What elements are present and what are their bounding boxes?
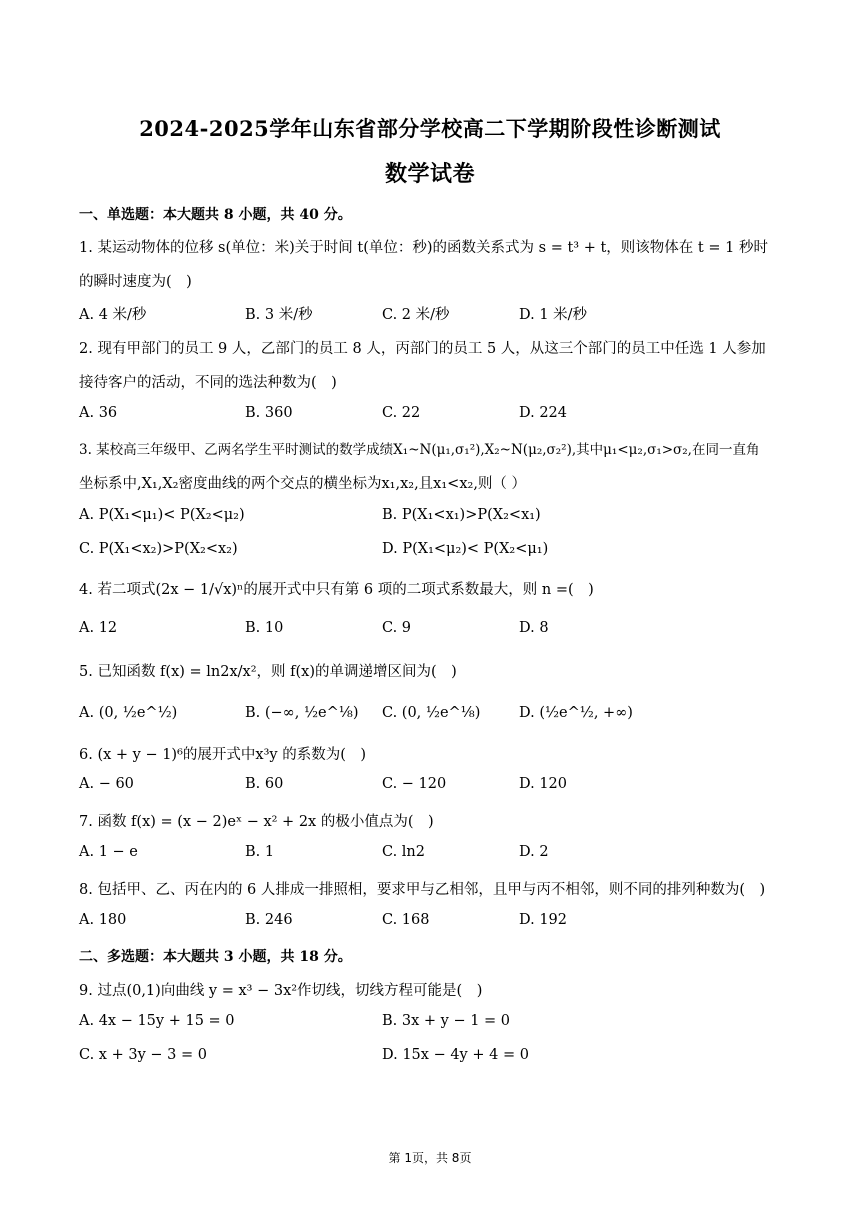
- q9-option-c: C. x + 3y − 3 = 0: [79, 1047, 207, 1063]
- q7-option-b: B. 1: [245, 844, 275, 860]
- q4-option-b: B. 10: [245, 620, 284, 636]
- q2-option-b: B. 360: [245, 405, 293, 421]
- question-3-line-2: 坐标系中,X₁,X₂密度曲线的两个交点的横坐标为x₁,x₂,且x₁<x₂,则（ ）: [79, 476, 527, 492]
- q8-option-b: B. 246: [245, 912, 293, 928]
- question-1-line-2: 的瞬时速度为( ): [79, 274, 192, 290]
- q7-option-d: D. 2: [519, 844, 549, 860]
- exam-subtitle: 数学试卷: [384, 161, 475, 187]
- page-number-footer: 第 1页，共 8页: [388, 1151, 472, 1165]
- exam-title: 2024-2025学年山东省部分学校高二下学期阶段性诊断测试: [139, 116, 721, 141]
- section-heading-single-choice: 一、单选题：本大题共 8 小题，共 40 分。: [79, 207, 352, 223]
- q1-option-b: B. 3 米/秒: [245, 307, 313, 323]
- q8-option-a: A. 180: [79, 912, 127, 928]
- question-9-line-1: 9. 过点(0,1)向曲线 y = x³ − 3x²作切线，切线方程可能是( ): [79, 983, 483, 999]
- q3-option-a: A. P(X₁<μ₁)< P(X₂<μ₂): [79, 507, 245, 523]
- q9-option-a: A. 4x − 15y + 15 = 0: [79, 1013, 235, 1029]
- q5-option-a: A. (0, ½e^½): [79, 705, 178, 721]
- q4-option-a: A. 12: [79, 620, 118, 636]
- q2-option-d: D. 224: [519, 405, 568, 421]
- q3-option-b: B. P(X₁<x₁)>P(X₂<x₁): [382, 507, 541, 523]
- question-1-line-1: 1. 某运动物体的位移 s(单位：米)关于时间 t(单位：秒)的函数关系式为 s = t³ + t，则该物体在 t = 1 秒时: [79, 240, 768, 256]
- question-6-line-1: 6. (x + y − 1)⁶的展开式中x³y 的系数为( ): [79, 747, 367, 763]
- q4-option-c: C. 9: [382, 620, 412, 636]
- q8-option-d: D. 192: [519, 912, 568, 928]
- q6-option-c: C. − 120: [382, 776, 447, 792]
- q1-option-d: D. 1 米/秒: [519, 307, 588, 323]
- q9-option-d: D. 15x − 4y + 4 = 0: [382, 1047, 529, 1063]
- q8-option-c: C. 168: [382, 912, 430, 928]
- q5-option-b: B. (−∞, ½e^⅛): [245, 705, 359, 721]
- question-3-line-1: 3. 某校高三年级甲、乙两名学生平时测试的数学成绩X₁~N(μ₁,σ₁²),X₂~N(μ₂,σ₂²),其中μ₁<μ₂,σ₁>σ₂,在同一直角: [79, 442, 760, 458]
- q6-option-b: B. 60: [245, 776, 284, 792]
- section-heading-multiple-choice: 二、多选题：本大题共 3 小题，共 18 分。: [79, 949, 352, 965]
- q6-option-a: A. − 60: [79, 776, 134, 792]
- question-5-line-1: 5. 已知函数 f(x) = ln2x/x²，则 f(x)的单调递增区间为( ): [79, 664, 457, 680]
- question-7-line-1: 7. 函数 f(x) = (x − 2)eˣ − x² + 2x 的极小值点为( ): [79, 814, 434, 830]
- question-4-line-1: 4. 若二项式(2x − 1/√x)ⁿ的展开式中只有第 6 项的二项式系数最大，则 n =( ): [79, 582, 594, 598]
- question-2-line-2: 接待客户的活动，不同的选法种数为( ): [79, 375, 337, 391]
- q2-option-c: C. 22: [382, 405, 421, 421]
- question-8-line-1: 8. 包括甲、乙、丙在内的 6 人排成一排照相，要求甲与乙相邻，且甲与丙不相邻，则不同的排列种数为( ): [79, 882, 766, 898]
- q5-option-d: D. (½e^½, +∞): [519, 705, 633, 721]
- q7-option-c: C. ln2: [382, 844, 425, 860]
- q1-option-a: A. 4 米/秒: [79, 307, 147, 323]
- q7-option-a: A. 1 − e: [79, 844, 138, 860]
- q9-option-b: B. 3x + y − 1 = 0: [382, 1013, 511, 1029]
- q3-option-d: D. P(X₁<μ₂)< P(X₂<μ₁): [382, 541, 549, 557]
- q1-option-c: C. 2 米/秒: [382, 307, 450, 323]
- q5-option-c: C. (0, ½e^⅛): [382, 705, 481, 721]
- question-2-line-1: 2. 现有甲部门的员工 9 人，乙部门的员工 8 人，丙部门的员工 5 人，从这三个部门的员工中任选 1 人参加: [79, 341, 766, 357]
- q6-option-d: D. 120: [519, 776, 568, 792]
- q4-option-d: D. 8: [519, 620, 549, 636]
- q2-option-a: A. 36: [79, 405, 118, 421]
- q3-option-c: C. P(X₁<x₂)>P(X₂<x₂): [79, 541, 238, 557]
